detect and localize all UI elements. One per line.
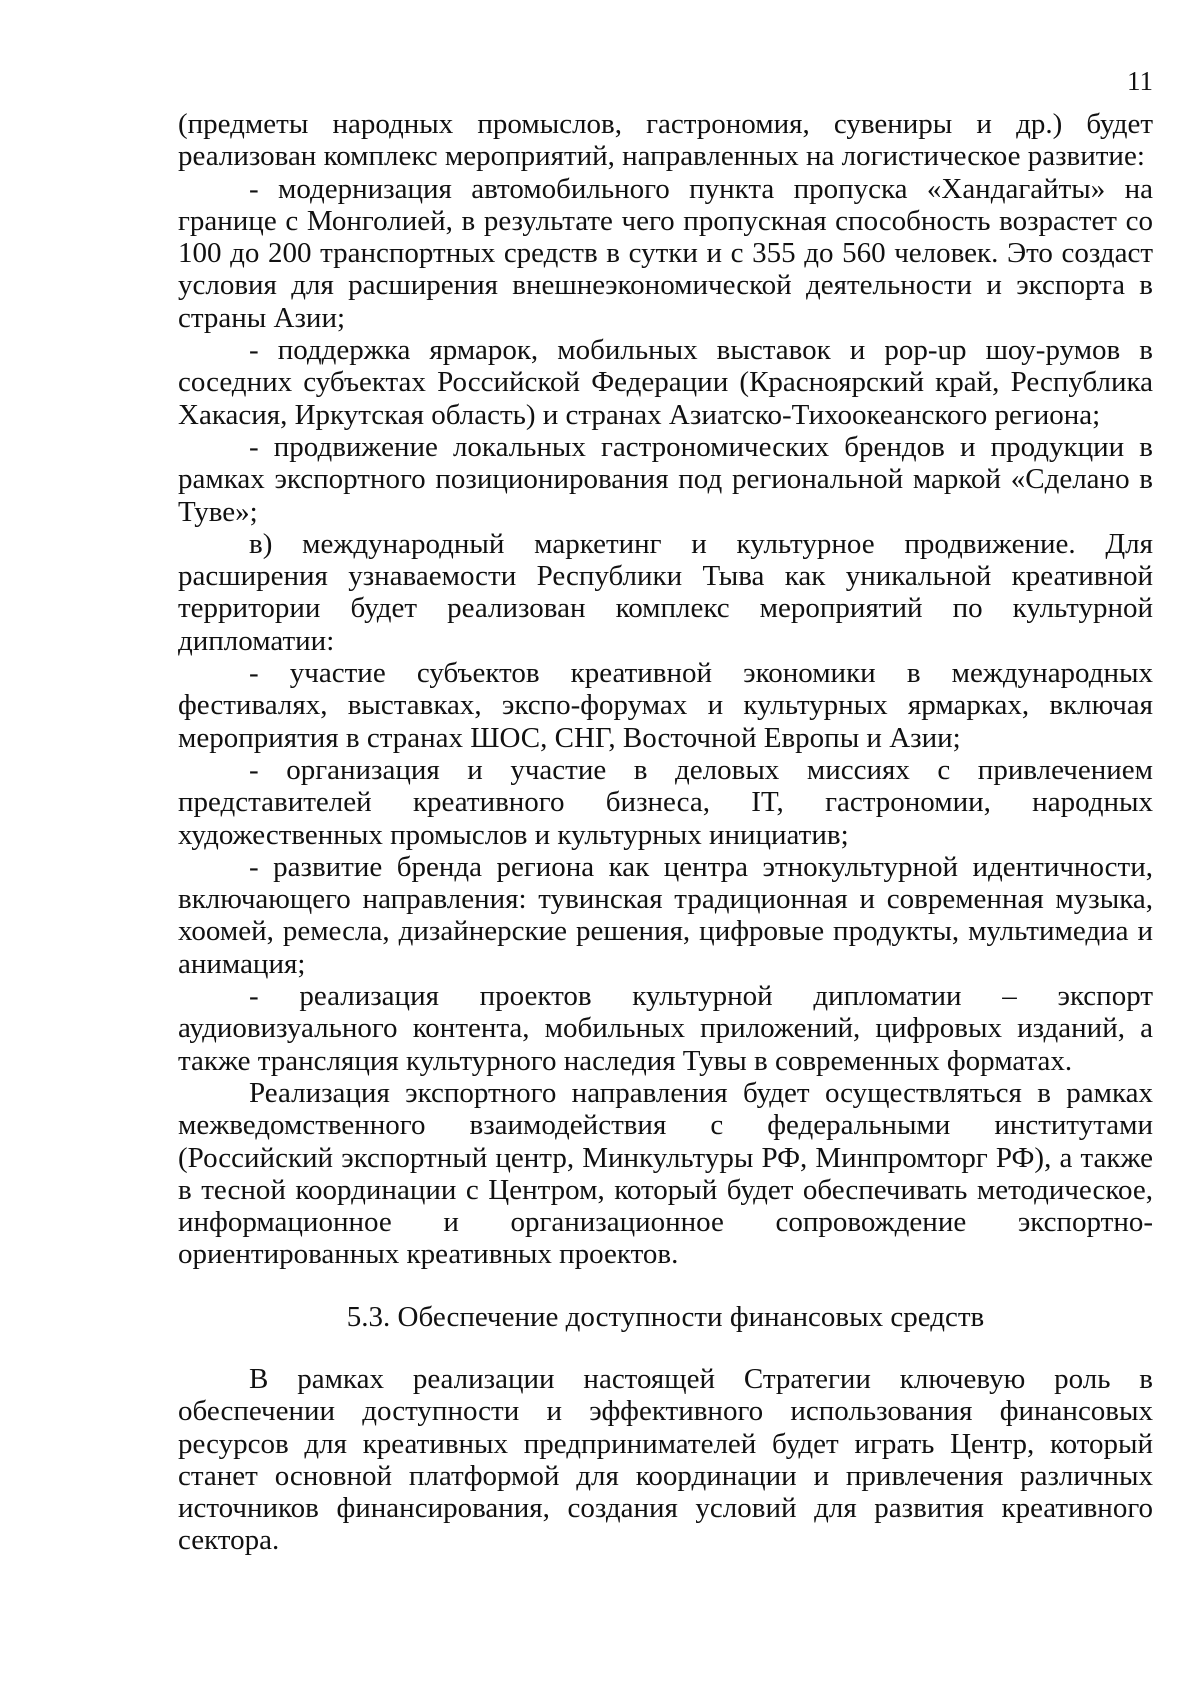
list-item-business-missions: - организация и участие в деловых миссиях с привлечением представителей креативного бизнеса, IT, гастрономии, народных художественных промыслов и культурных инициатив; [178,753,1153,851]
paragraph-export-implementation: Реализация экспортного направления будет осуществляться в рамках межведомственного взаимодействия с федеральными институтами (Российский экспортный центр, Минкультуры РФ, Минпромторг РФ), а также в тесной координации с Центром, который будет обеспечивать методическое, информационное и организационное сопровождение экспортно-ориентированных креативных проектов. [178,1076,1153,1271]
list-item-gastronomic-brands: - продвижение локальных гастрономических брендов и продукции в рамках экспортного позиционирования под региональной маркой «Сделано в Туве»; [178,430,1153,528]
section-heading: 5.3. Обеспечение доступности финансовых средств [346,1300,985,1333]
paragraph-international-marketing: в) международный маркетинг и культурное продвижение. Для расширения узнаваемости Республики Тыва как уникальной креативной территории будет реализован комплекс мероприятий по культурной дипломатии: [178,527,1153,657]
list-item-fairs-support: - поддержка ярмарок, мобильных выставок и pop-up шоу-румов в соседних субъектах Российской Федерации (Красноярский край, Республика Хакасия, Иркутская область) и странах Азиатско-Тихоокеанского региона; [178,334,1153,431]
list-item-checkpoint-modernization: - модернизация автомобильного пункта пропуска «Хандагайты» на границе с Монголией, в результате чего пропускная способность возрастет со 100 до 200 транспортных средств в сутки и с 355 до 560 человек. Это создаст условия для расширения внешнеэкономической деятельности и экспорта в страны Азии; [178,172,1153,334]
list-item-regional-brand: - развитие бренда региона как центра этнокультурной идентичности, включающего направления: тувинская традиционная и современная музыка, хоомей, ремесла, дизайнерские решения, цифровые продукты, мультимедиа и анимация; [178,850,1153,980]
list-item-cultural-diplomacy: - реализация проектов культурной дипломатии – экспорт аудиовизуального контента, мобильных приложений, цифровых изданий, а также трансляция культурного наследия Тувы в современных форматах. [178,980,1153,1077]
list-item-festival-participation: - участие субъектов креативной экономики в международных фестивалях, выставках, экспо-форумах и культурных ярмарках, включая мероприятия в странах ШОС, СНГ, Восточной Европы и Азии; [178,657,1153,754]
paragraph-financing-center: В рамках реализации настоящей Стратегии ключевую роль в обеспечении доступности и эффективного использования финансовых ресурсов для креативных предпринимателей будет играть Центр, который станет основной платформой для координации и привлечения различных источников финансирования, создания условий для развития креативного сектора. [178,1362,1153,1557]
page-number: 11 [1127,66,1153,96]
document-body [178,108,1153,1557]
paragraph-continuation: (предметы народных промыслов, гастрономия, сувениры и др.) будет реализован комплекс мероприятий, направленных на логистическое развитие: [178,108,1153,173]
